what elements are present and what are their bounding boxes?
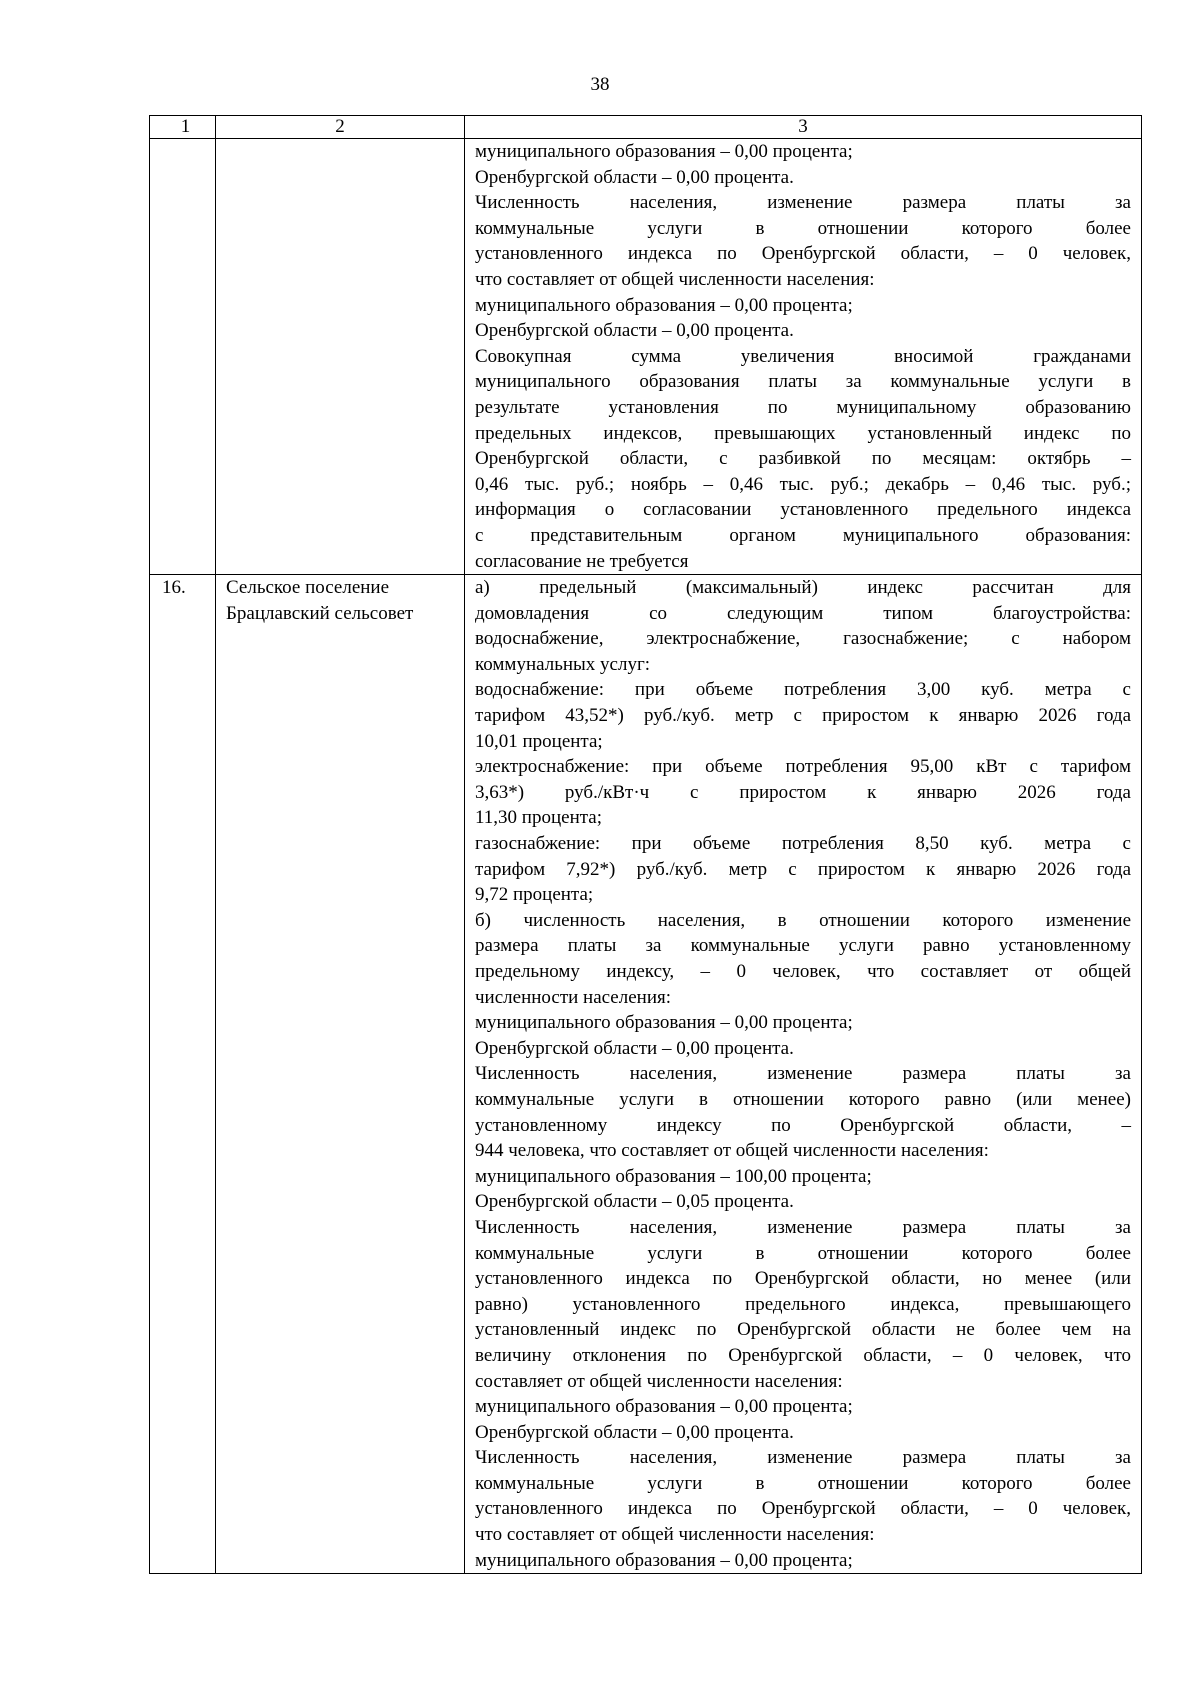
description-line: коммунальные услуги в отношении которого более (475, 1242, 1131, 1264)
municipality-name-line: Брацлавский сельсовет (226, 602, 414, 624)
description-line: Оренбургской области – 0,05 процента. (475, 1191, 794, 1213)
header-col-1: 1 (150, 116, 216, 139)
description-line: установленного индекса по Оренбургской области, – 0 человек, (475, 243, 1131, 265)
description-line: Численность населения, изменение размера платы за (475, 192, 1131, 214)
header-col-2: 2 (216, 116, 465, 139)
description-line: равно) установленного предельного индекса, превышающего (475, 1293, 1131, 1315)
description-line: Численность населения, изменение размера платы за (475, 1447, 1131, 1469)
description-line: установленного индекса по Оренбургской области, но менее (или (475, 1268, 1131, 1290)
header-col-3: 3 (465, 116, 1142, 139)
description-line: муниципального образования – 0,00 процента; (475, 141, 853, 162)
description-line: коммунальные услуги в отношении которого более (475, 217, 1131, 239)
description-line: домовладения со следующим типом благоустройства: (475, 602, 1131, 624)
description-line: муниципального образования – 0,00 процента; (475, 1549, 853, 1571)
row-description-cell (465, 139, 1142, 575)
description-line: коммунальных услуг: (475, 653, 651, 675)
description-line: Оренбургской области, с разбивкой по месяцам: октябрь – (475, 448, 1131, 470)
description-line: информация о согласовании установленного предельного индекса (475, 499, 1131, 521)
municipality-name-cell (216, 139, 465, 575)
row-description-cell (465, 575, 1142, 1574)
description-line: величину отклонения по Оренбургской области, – 0 человек, что (475, 1344, 1131, 1366)
description-line: составляет от общей численности населения: (475, 1370, 843, 1392)
description-line: газоснабжение: при объеме потребления 8,50 куб. метра с (475, 833, 1131, 855)
description-line: Численность населения, изменение размера платы за (475, 1063, 1131, 1085)
description-line: а) предельный (максимальный) индекс рассчитан для (475, 577, 1131, 599)
description-line: предельных индексов, превышающих установленный индекс по (475, 422, 1131, 444)
description-line: коммунальные услуги в отношении которого равно (или менее) (475, 1088, 1131, 1110)
description-line: 0,46 тыс. руб.; ноябрь – 0,46 тыс. руб.; декабрь – 0,46 тыс. руб.; (475, 473, 1131, 495)
description-line: водоснабжение: при объеме потребления 3,00 куб. метра с (475, 679, 1131, 701)
description-line: Численность населения, изменение размера платы за (475, 1216, 1131, 1238)
description-line: коммунальные услуги в отношении которого более (475, 1472, 1131, 1494)
description-line: Оренбургской области – 0,00 процента. (475, 1421, 794, 1443)
row-number-cell (150, 139, 216, 575)
document-table (149, 115, 1142, 1574)
description-line: установленному индексу по Оренбургской области, – (475, 1114, 1131, 1136)
description-line: тарифом 43,52*) руб./куб. метр с приростом к январю 2026 года (475, 705, 1131, 727)
description-line: 10,01 процента; (475, 730, 603, 752)
table-header-row (150, 116, 1142, 139)
table-row (150, 139, 1142, 575)
description-line: с представительным органом муниципального образования: (475, 524, 1131, 546)
description-line: водоснабжение, электроснабжение, газоснабжение; с набором (475, 628, 1131, 650)
description-line: результате установления по муниципальному образованию (475, 396, 1131, 418)
description-line: что составляет от общей численности населения: (475, 268, 875, 290)
description-line: 944 человека, что составляет от общей численности населения: (475, 1140, 989, 1162)
description-line: Совокупная сумма увеличения вносимой гражданами (475, 345, 1131, 367)
description-line: предельному индексу, – 0 человек, что составляет от общей (475, 961, 1131, 982)
row-number-cell: 16. (150, 575, 216, 1574)
description-line: размера платы за коммунальные услуги равно установленному (475, 935, 1131, 957)
description-line: муниципального образования – 0,00 процента; (475, 1012, 853, 1034)
description-line: что составляет от общей численности населения: (475, 1524, 875, 1546)
description-line: 9,72 процента; (475, 884, 594, 906)
description-line: электроснабжение: при объеме потребления 95,00 кВт с тарифом (475, 756, 1131, 778)
municipality-name-cell (216, 575, 465, 1574)
description-line: Оренбургской области – 0,00 процента. (475, 1037, 794, 1059)
description-line: численности населения: (475, 986, 672, 1008)
municipality-name-line: Сельское поселение (226, 577, 390, 599)
description-line: муниципального образования – 0,00 процента; (475, 1396, 853, 1418)
description-line: муниципального образования – 0,00 процента; (475, 294, 853, 316)
description-line: 11,30 процента; (475, 807, 602, 829)
table-row (150, 575, 1142, 1574)
description-line: установленный индекс по Оренбургской области не более чем на (475, 1319, 1131, 1341)
description-line: 3,63*) руб./кВт·ч с приростом к январю 2026 года (475, 781, 1131, 803)
description-line: установленного индекса по Оренбургской области, – 0 человек, (475, 1498, 1131, 1520)
description-line: Оренбургской области – 0,00 процента. (475, 166, 794, 188)
description-line: согласование не требуется (475, 550, 689, 572)
description-line: муниципального образования платы за коммунальные услуги в (475, 371, 1131, 393)
description-line: Оренбургской области – 0,00 процента. (475, 320, 794, 342)
description-line: тарифом 7,92*) руб./куб. метр с приростом к январю 2026 года (475, 858, 1131, 880)
page-number: 38 (590, 74, 610, 95)
description-line: муниципального образования – 100,00 процента; (475, 1165, 872, 1187)
description-line: б) численность населения, в отношении которого изменение (475, 909, 1131, 931)
